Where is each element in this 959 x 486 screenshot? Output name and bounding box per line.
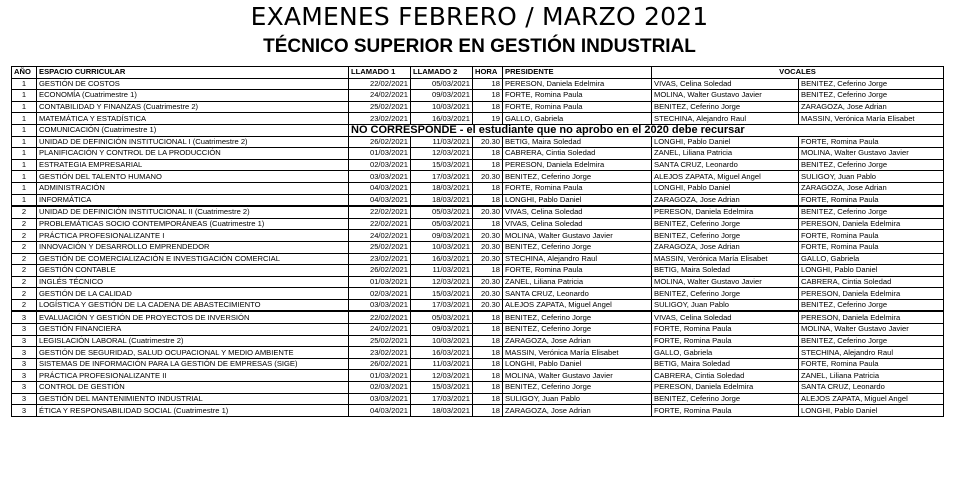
table-row	[12, 324, 944, 336]
table-header-row	[12, 67, 944, 79]
cell-hora: 18	[473, 335, 503, 347]
cell-presidente: VIVAS, Celina Soledad	[503, 206, 652, 218]
table-row	[12, 194, 944, 206]
page-subtitle: TÉCNICO SUPERIOR EN GESTIÓN INDUSTRIAL	[263, 36, 696, 57]
table-row	[12, 90, 944, 102]
table-row	[12, 124, 944, 136]
cell-espacio-curricular: GESTIÓN DE COMERCIALIZACIÓN E INVESTIGACIÓN COMERCIAL	[37, 253, 349, 265]
cell-espacio-curricular: ADMINISTRACIÓN	[37, 182, 349, 194]
exam-schedule-table	[11, 66, 944, 417]
cell-llamado-2: 17/03/2021	[411, 299, 473, 311]
cell-presidente: MOLINA, Walter Gustavo Javier	[503, 230, 652, 242]
cell-hora: 20.30	[473, 206, 503, 218]
cell-presidente: MOLINA, Walter Gustavo Javier	[503, 370, 652, 382]
cell-espacio-curricular: ECONOMÍA (Cuatrimestre 1)	[37, 90, 349, 102]
cell-espacio-curricular: GESTIÓN DEL TALENTO HUMANO	[37, 171, 349, 183]
cell-llamado-1: 25/02/2021	[349, 335, 411, 347]
table-row	[12, 265, 944, 277]
cell-vocal-1: SANTA CRUZ, Leonardo	[652, 159, 799, 171]
cell-ano: 1	[12, 182, 37, 194]
cell-hora: 18	[473, 78, 503, 90]
cell-espacio-curricular: MATEMÁTICA Y ESTADÍSTICA	[37, 113, 349, 125]
table-row	[12, 347, 944, 359]
cell-presidente: LONGHI, Pablo Daniel	[503, 194, 652, 206]
cell-llamado-2: 16/03/2021	[411, 113, 473, 125]
cell-hora: 20.30	[473, 299, 503, 311]
cell-llamado-2: 05/03/2021	[411, 206, 473, 218]
cell-hora: 18	[473, 101, 503, 113]
cell-vocal-2: FORTE, Romina Paula	[799, 358, 944, 370]
cell-ano: 3	[12, 370, 37, 382]
cell-hora: 18	[473, 194, 503, 206]
cell-espacio-curricular: PRÁCTICA PROFESIONALIZANTE I	[37, 230, 349, 242]
cell-espacio-curricular: ÉTICA Y RESPONSABILIDAD SOCIAL (Cuatrimestre 1)	[37, 405, 349, 417]
cell-hora: 18	[473, 358, 503, 370]
cell-ano: 1	[12, 194, 37, 206]
cell-vocal-2: PERESON, Daniela Edelmira	[799, 311, 944, 323]
cell-llamado-2: 12/03/2021	[411, 370, 473, 382]
cell-llamado-1: 24/02/2021	[349, 230, 411, 242]
header-llamado-1: LLAMADO 1	[349, 67, 411, 79]
cell-llamado-1: 25/02/2021	[349, 241, 411, 253]
cell-vocal-2: MASSIN, Verónica María Elisabet	[799, 113, 944, 125]
cell-llamado-2: 11/03/2021	[411, 265, 473, 277]
cell-ano: 1	[12, 113, 37, 125]
cell-ano: 2	[12, 299, 37, 311]
cell-presidente: SANTA CRUZ, Leonardo	[503, 288, 652, 300]
cell-ano: 2	[12, 253, 37, 265]
cell-presidente: STECHINA, Alejandro Raul	[503, 253, 652, 265]
cell-vocal-2: BENITEZ, Ceferino Jorge	[799, 90, 944, 102]
cell-llamado-2: 12/03/2021	[411, 148, 473, 160]
cell-llamado-1: 03/03/2021	[349, 299, 411, 311]
page-title: EXAMENES FEBRERO / MARZO 2021	[250, 2, 709, 31]
cell-hora: 18	[473, 218, 503, 230]
cell-presidente: FORTE, Romina Paula	[503, 182, 652, 194]
cell-hora: 20.30	[473, 171, 503, 183]
cell-ano: 2	[12, 206, 37, 218]
table-row	[12, 358, 944, 370]
cell-vocal-1: GALLO, Gabriela	[652, 347, 799, 359]
cell-ano: 1	[12, 124, 37, 136]
table-body	[12, 78, 944, 416]
header-vocales: VOCALES	[652, 67, 944, 79]
cell-ano: 1	[12, 136, 37, 148]
cell-vocal-2: FORTE, Romina Paula	[799, 241, 944, 253]
cell-hora: 20.30	[473, 253, 503, 265]
cell-hora: 18	[473, 382, 503, 394]
cell-ano: 3	[12, 358, 37, 370]
cell-hora: 20.30	[473, 230, 503, 242]
cell-vocal-1: LONGHI, Pablo Daniel	[652, 136, 799, 148]
cell-espacio-curricular: GESTIÓN DEL MANTENIMIENTO INDUSTRIAL	[37, 393, 349, 405]
cell-llamado-1: 02/03/2021	[349, 382, 411, 394]
cell-vocal-2: ZARAGOZA, Jose Adrian	[799, 101, 944, 113]
table-row	[12, 241, 944, 253]
cell-hora: 18	[473, 90, 503, 102]
cell-llamado-2: 18/03/2021	[411, 182, 473, 194]
cell-presidente: CABRERA, Cintia Soledad	[503, 148, 652, 160]
cell-espacio-curricular: GESTIÓN FINANCIERA	[37, 324, 349, 336]
cell-vocal-2: PERESON, Daniela Edelmira	[799, 218, 944, 230]
cell-hora: 18	[473, 405, 503, 417]
table-row	[12, 113, 944, 125]
table-row	[12, 230, 944, 242]
cell-llamado-1: 01/03/2021	[349, 148, 411, 160]
cell-llamado-2: 17/03/2021	[411, 393, 473, 405]
cell-llamado-1: 24/02/2021	[349, 90, 411, 102]
cell-llamado-1: 03/03/2021	[349, 171, 411, 183]
cell-llamado-2: 16/03/2021	[411, 253, 473, 265]
cell-ano: 1	[12, 171, 37, 183]
cell-vocal-2: ALEJOS ZAPATA, Miguel Angel	[799, 393, 944, 405]
cell-hora: 20.30	[473, 276, 503, 288]
cell-presidente: BENITEZ, Ceferino Jorge	[503, 311, 652, 323]
cell-hora: 20.30	[473, 136, 503, 148]
cell-hora: 18	[473, 347, 503, 359]
cell-espacio-curricular: CONTROL DE GESTIÓN	[37, 382, 349, 394]
cell-vocal-1: BENITEZ, Ceferino Jorge	[652, 288, 799, 300]
cell-llamado-2: 10/03/2021	[411, 101, 473, 113]
header-presidente: PRESIDENTE	[503, 67, 652, 79]
cell-vocal-2: MOLINA, Walter Gustavo Javier	[799, 148, 944, 160]
cell-presidente: ZARAGOZA, Jose Adrian	[503, 335, 652, 347]
cell-llamado-2: 05/03/2021	[411, 218, 473, 230]
table-row	[12, 299, 944, 311]
cell-hora: 20.30	[473, 241, 503, 253]
cell-llamado-2: 15/03/2021	[411, 159, 473, 171]
cell-presidente: BENITEZ, Ceferino Jorge	[503, 382, 652, 394]
table-row	[12, 218, 944, 230]
cell-llamado-1: 04/03/2021	[349, 182, 411, 194]
cell-llamado-1: 26/02/2021	[349, 136, 411, 148]
table-row	[12, 182, 944, 194]
cell-vocal-1: FORTE, Romina Paula	[652, 335, 799, 347]
cell-llamado-1: 04/03/2021	[349, 194, 411, 206]
table-row	[12, 253, 944, 265]
cell-espacio-curricular: LEGISLACIÓN LABORAL (Cuatrimestre 2)	[37, 335, 349, 347]
cell-presidente: BENITEZ, Ceferino Jorge	[503, 241, 652, 253]
cell-hora: 18	[473, 393, 503, 405]
cell-llamado-2: 10/03/2021	[411, 241, 473, 253]
cell-vocal-2: STECHINA, Alejandro Raul	[799, 347, 944, 359]
cell-llamado-1: 01/03/2021	[349, 370, 411, 382]
cell-llamado-1: 04/03/2021	[349, 405, 411, 417]
cell-espacio-curricular: INNOVACIÓN Y DESARROLLO EMPRENDEDOR	[37, 241, 349, 253]
cell-presidente: PERESON, Daniela Edelmira	[503, 159, 652, 171]
cell-llamado-2: 10/03/2021	[411, 335, 473, 347]
cell-presidente: FORTE, Romina Paula	[503, 101, 652, 113]
cell-espacio-curricular: EVALUACIÓN Y GESTIÓN DE PROYECTOS DE INVERSIÓN	[37, 311, 349, 323]
cell-espacio-curricular: PLANIFICACIÓN Y CONTROL DE LA PRODUCCIÓN	[37, 148, 349, 160]
cell-llamado-2: 05/03/2021	[411, 78, 473, 90]
cell-vocal-2: GALLO, Gabriela	[799, 253, 944, 265]
cell-ano: 1	[12, 101, 37, 113]
header-hora: HORA	[473, 67, 503, 79]
cell-vocal-1: VIVAS, Celina Soledad	[652, 78, 799, 90]
cell-llamado-1: 25/02/2021	[349, 101, 411, 113]
cell-vocal-2: BENITEZ, Ceferino Jorge	[799, 335, 944, 347]
cell-presidente: BENITEZ, Ceferino Jorge	[503, 171, 652, 183]
cell-espacio-curricular: COMUNICACIÓN (Cuatrimestre 1)	[37, 124, 349, 136]
cell-espacio-curricular: ESTRATEGIA EMPRESARIAL	[37, 159, 349, 171]
cell-llamado-1: 26/02/2021	[349, 358, 411, 370]
cell-vocal-1: BETIG, Maira Soledad	[652, 358, 799, 370]
cell-vocal-2: FORTE, Romina Paula	[799, 136, 944, 148]
cell-vocal-1: CABRERA, Cintia Soledad	[652, 370, 799, 382]
cell-llamado-2: 11/03/2021	[411, 136, 473, 148]
table-row	[12, 393, 944, 405]
cell-vocal-1: FORTE, Romina Paula	[652, 405, 799, 417]
cell-llamado-2: 05/03/2021	[411, 311, 473, 323]
table-row	[12, 136, 944, 148]
cell-presidente: ZARAGOZA, Jose Adrian	[503, 405, 652, 417]
cell-espacio-curricular: CONTABILIDAD Y FINANZAS (Cuatrimestre 2)	[37, 101, 349, 113]
cell-vocal-1: MOLINA, Walter Gustavo Javier	[652, 276, 799, 288]
cell-presidente: ZANEL, Liliana Patricia	[503, 276, 652, 288]
cell-vocal-2: CABRERA, Cintia Soledad	[799, 276, 944, 288]
cell-vocal-1: PERESON, Daniela Edelmira	[652, 382, 799, 394]
table-row	[12, 370, 944, 382]
cell-vocal-1: BENITEZ, Ceferino Jorge	[652, 218, 799, 230]
cell-ano: 2	[12, 265, 37, 277]
cell-vocal-2: BENITEZ, Ceferino Jorge	[799, 299, 944, 311]
cell-llamado-1: 26/02/2021	[349, 265, 411, 277]
cell-vocal-2: ZARAGOZA, Jose Adrian	[799, 182, 944, 194]
cell-vocal-2: LONGHI, Pablo Daniel	[799, 265, 944, 277]
cell-hora: 18	[473, 182, 503, 194]
table-row	[12, 311, 944, 323]
cell-vocal-1: BENITEZ, Ceferino Jorge	[652, 101, 799, 113]
cell-presidente: MASSIN, Verónica María Elisabet	[503, 347, 652, 359]
cell-llamado-2: 09/03/2021	[411, 90, 473, 102]
cell-llamado-1: 01/03/2021	[349, 276, 411, 288]
cell-vocal-1: BENITEZ, Ceferino Jorge	[652, 393, 799, 405]
cell-ano: 3	[12, 382, 37, 394]
table-row	[12, 276, 944, 288]
cell-llamado-2: 18/03/2021	[411, 405, 473, 417]
cell-llamado-1: 23/02/2021	[349, 253, 411, 265]
cell-ano: 1	[12, 90, 37, 102]
table-row	[12, 335, 944, 347]
cell-llamado-1: 22/02/2021	[349, 206, 411, 218]
header-espacio-curricular: ESPACIO CURRICULAR	[37, 67, 349, 79]
cell-presidente: BETIG, Maira Soledad	[503, 136, 652, 148]
cell-llamado-1: 24/02/2021	[349, 324, 411, 336]
cell-vocal-2: FORTE, Romina Paula	[799, 230, 944, 242]
cell-vocal-1: ALEJOS ZAPATA, Miguel Angel	[652, 171, 799, 183]
cell-llamado-1: 23/02/2021	[349, 113, 411, 125]
cell-vocal-1: BENITEZ, Ceferino Jorge	[652, 230, 799, 242]
table-row	[12, 405, 944, 417]
cell-ano: 3	[12, 405, 37, 417]
cell-presidente: SULIGOY, Juan Pablo	[503, 393, 652, 405]
cell-presidente: VIVAS, Celina Soledad	[503, 218, 652, 230]
cell-llamado-1: 22/02/2021	[349, 78, 411, 90]
cell-llamado-2: 09/03/2021	[411, 324, 473, 336]
cell-espacio-curricular: UNIDAD DE DEFINICIÓN INSTITUCIONAL II (Cuatrimestre 2)	[37, 206, 349, 218]
cell-espacio-curricular: INFORMÁTICA	[37, 194, 349, 206]
cell-ano: 3	[12, 324, 37, 336]
cell-llamado-2: 12/03/2021	[411, 276, 473, 288]
cell-espacio-curricular: GESTIÓN CONTABLE	[37, 265, 349, 277]
cell-vocal-2: PERESON, Daniela Edelmira	[799, 288, 944, 300]
cell-llamado-2: 15/03/2021	[411, 382, 473, 394]
cell-vocal-2: MOLINA, Walter Gustavo Javier	[799, 324, 944, 336]
cell-vocal-2: SULIGOY, Juan Pablo	[799, 171, 944, 183]
cell-presidente: LONGHI, Pablo Daniel	[503, 358, 652, 370]
cell-llamado-1: 02/03/2021	[349, 288, 411, 300]
cell-hora: 18	[473, 148, 503, 160]
cell-llamado-1: 22/02/2021	[349, 311, 411, 323]
cell-vocal-1: BETIG, Maira Soledad	[652, 265, 799, 277]
table-row	[12, 159, 944, 171]
cell-espacio-curricular: UNIDAD DE DEFINICIÓN INSTITUCIONAL I (Cuatrimestre 2)	[37, 136, 349, 148]
table-row	[12, 382, 944, 394]
cell-espacio-curricular: PRÁCTICA PROFESIONALIZANTE II	[37, 370, 349, 382]
cell-llamado-1: 23/02/2021	[349, 347, 411, 359]
cell-vocal-1: VIVAS, Celina Soledad	[652, 311, 799, 323]
cell-presidente: ALEJOS ZAPATA, Miguel Angel	[503, 299, 652, 311]
cell-note: NO CORRESPONDE - el estudiante que no aprobo en el 2020 debe recursar	[349, 124, 944, 136]
cell-espacio-curricular: GESTIÓN DE SEGURIDAD, SALUD OCUPACIONAL Y MEDIO AMBIENTE	[37, 347, 349, 359]
table-row	[12, 288, 944, 300]
cell-espacio-curricular: SISTEMAS DE INFORMACIÓN PARA LA GESTIÓN DE EMPRESAS (SIGE)	[37, 358, 349, 370]
cell-llamado-2: 18/03/2021	[411, 194, 473, 206]
cell-hora: 18	[473, 324, 503, 336]
cell-espacio-curricular: GESTIÓN DE COSTOS	[37, 78, 349, 90]
cell-vocal-1: MASSIN, Verónica María Elisabet	[652, 253, 799, 265]
cell-llamado-2: 09/03/2021	[411, 230, 473, 242]
cell-vocal-2: BENITEZ, Ceferino Jorge	[799, 206, 944, 218]
cell-ano: 2	[12, 230, 37, 242]
cell-vocal-1: MOLINA, Walter Gustavo Javier	[652, 90, 799, 102]
cell-llamado-2: 17/03/2021	[411, 171, 473, 183]
cell-presidente: FORTE, Romina Paula	[503, 265, 652, 277]
cell-vocal-2: ZANEL, Liliana Patricia	[799, 370, 944, 382]
cell-llamado-1: 02/03/2021	[349, 159, 411, 171]
cell-espacio-curricular: LOGÍSTICA Y GESTIÓN DE LA CADENA DE ABASTECIMIENTO	[37, 299, 349, 311]
cell-vocal-1: LONGHI, Pablo Daniel	[652, 182, 799, 194]
cell-vocal-2: LONGHI, Pablo Daniel	[799, 405, 944, 417]
cell-vocal-1: SULIGOY, Juan Pablo	[652, 299, 799, 311]
cell-espacio-curricular: GESTIÓN DE LA CALIDAD	[37, 288, 349, 300]
cell-hora: 18	[473, 370, 503, 382]
cell-ano: 1	[12, 148, 37, 160]
cell-ano: 2	[12, 241, 37, 253]
table-row	[12, 148, 944, 160]
cell-ano: 3	[12, 311, 37, 323]
table-row	[12, 171, 944, 183]
cell-ano: 3	[12, 335, 37, 347]
cell-ano: 1	[12, 159, 37, 171]
header-ano: AÑO	[12, 67, 37, 79]
cell-ano: 3	[12, 393, 37, 405]
cell-llamado-2: 11/03/2021	[411, 358, 473, 370]
cell-ano: 2	[12, 218, 37, 230]
table-row	[12, 101, 944, 113]
cell-hora: 18	[473, 311, 503, 323]
cell-vocal-1: ZANEL, Liliana Patricia	[652, 148, 799, 160]
cell-vocal-1: STECHINA, Alejandro Raul	[652, 113, 799, 125]
cell-espacio-curricular: INGLÉS TÉCNICO	[37, 276, 349, 288]
cell-vocal-2: BENITEZ, Ceferino Jorge	[799, 159, 944, 171]
cell-presidente: FORTE, Romina Paula	[503, 90, 652, 102]
cell-ano: 2	[12, 288, 37, 300]
cell-vocal-1: ZARAGOZA, Jose Adrian	[652, 241, 799, 253]
cell-hora: 18	[473, 159, 503, 171]
cell-vocal-1: FORTE, Romina Paula	[652, 324, 799, 336]
cell-presidente: BENITEZ, Ceferino Jorge	[503, 324, 652, 336]
cell-ano: 3	[12, 347, 37, 359]
cell-hora: 19	[473, 113, 503, 125]
cell-vocal-2: SANTA CRUZ, Leonardo	[799, 382, 944, 394]
cell-presidente: PERESON, Daniela Edelmira	[503, 78, 652, 90]
cell-ano: 2	[12, 276, 37, 288]
cell-vocal-1: PERESON, Daniela Edelmira	[652, 206, 799, 218]
cell-vocal-2: FORTE, Romina Paula	[799, 194, 944, 206]
table-row	[12, 206, 944, 218]
cell-presidente: GALLO, Gabriela	[503, 113, 652, 125]
cell-llamado-1: 22/02/2021	[349, 218, 411, 230]
header-llamado-2: LLAMADO 2	[411, 67, 473, 79]
cell-llamado-2: 16/03/2021	[411, 347, 473, 359]
cell-vocal-2: BENITEZ, Ceferino Jorge	[799, 78, 944, 90]
cell-hora: 20.30	[473, 288, 503, 300]
cell-hora: 18	[473, 265, 503, 277]
cell-ano: 1	[12, 78, 37, 90]
table-row	[12, 78, 944, 90]
cell-espacio-curricular: PROBLEMÁTICAS SOCIO CONTEMPORÁNEAS (Cuatrimestre 1)	[37, 218, 349, 230]
cell-llamado-2: 15/03/2021	[411, 288, 473, 300]
cell-vocal-1: ZARAGOZA, Jose Adrian	[652, 194, 799, 206]
cell-llamado-1: 03/03/2021	[349, 393, 411, 405]
